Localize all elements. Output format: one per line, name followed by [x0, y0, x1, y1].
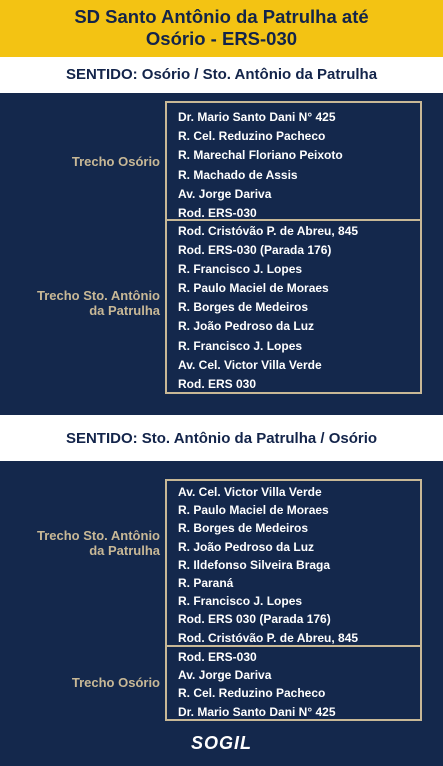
stop-item: R. Ildefonso Silveira Braga — [178, 557, 331, 572]
direction-1-panel — [0, 93, 443, 415]
segment-label-line: da Patrulha — [89, 543, 160, 558]
stop-item: R. Machado de Assis — [178, 167, 298, 182]
stop-item: Rod. ERS-030 — [178, 206, 257, 221]
stop-item: Av. Jorge Dariva — [178, 186, 272, 201]
direction-1-heading: SENTIDO: Osório / Sto. Antônio da Patrulha — [0, 57, 443, 93]
stop-item: Dr. Mario Santo Dani N° 425 — [178, 704, 336, 719]
page-title-line-1: SD Santo Antônio da Patrulha até — [74, 6, 369, 27]
stop-item: Av. Jorge Dariva — [178, 668, 272, 683]
stop-item: R. Francisco J. Lopes — [178, 262, 303, 277]
title-bar — [0, 0, 443, 57]
stop-item: R. Paulo Maciel de Moraes — [178, 503, 329, 518]
stop-item: R. Marechal Floriano Peixoto — [178, 148, 343, 163]
stop-item: R. Paraná — [178, 576, 234, 591]
segment-label-santo-antonio — [0, 288, 160, 318]
stop-item: Av. Cel. Victor Villa Verde — [178, 357, 322, 372]
stop-item: R. Cel. Reduzino Pacheco — [178, 129, 326, 144]
stop-item: R. Paulo Maciel de Moraes — [178, 281, 329, 296]
segment-label-osorio: Trecho Osório — [71, 675, 160, 690]
stop-item: R. Francisco J. Lopes — [178, 338, 303, 353]
page-title-line-2: Osório - ERS-030 — [145, 28, 298, 49]
stop-item: Rod. ERS-030 — [178, 650, 257, 664]
stops-box-osorio — [165, 645, 422, 721]
stops-box-santo-antonio — [165, 479, 422, 647]
stop-item: R. João Pedroso da Luz — [178, 319, 315, 334]
stops-box-osorio — [165, 101, 422, 221]
segment-label-line: Trecho Sto. Antônio — [36, 528, 160, 543]
segment-label-osorio: Trecho Osório — [71, 154, 160, 169]
stop-item: R. Cel. Reduzino Pacheco — [178, 686, 326, 701]
direction-2-heading: SENTIDO: Sto. Antônio da Patrulha / Osório — [0, 421, 443, 457]
stop-item: Av. Cel. Victor Villa Verde — [178, 485, 322, 499]
stop-item: Dr. Mario Santo Dani N° 425 — [178, 110, 336, 124]
stops-box-santo-antonio — [165, 219, 422, 394]
stop-item: R. Borges de Medeiros — [178, 300, 309, 315]
stop-item: Rod. ERS-030 (Parada 176) — [178, 243, 332, 258]
sogil-logo: SOGIL — [190, 733, 252, 753]
stop-item: R. Borges de Medeiros — [178, 521, 309, 536]
stop-item: R. Francisco J. Lopes — [178, 594, 303, 609]
stop-item: Rod. ERS 030 — [178, 376, 257, 391]
stop-item: R. João Pedroso da Luz — [178, 539, 315, 554]
segment-label-line: Trecho Sto. Antônio — [36, 288, 160, 303]
direction-2-panel — [0, 461, 443, 766]
stop-item: Rod. ERS 030 (Parada 176) — [178, 612, 331, 627]
stop-item: Rod. Cristóvão P. de Abreu, 845 — [178, 630, 359, 645]
stop-item: Rod. Cristóvão P. de Abreu, 845 — [178, 224, 359, 238]
segment-label-line: da Patrulha — [89, 303, 160, 318]
segment-label-santo-antonio — [0, 528, 160, 558]
